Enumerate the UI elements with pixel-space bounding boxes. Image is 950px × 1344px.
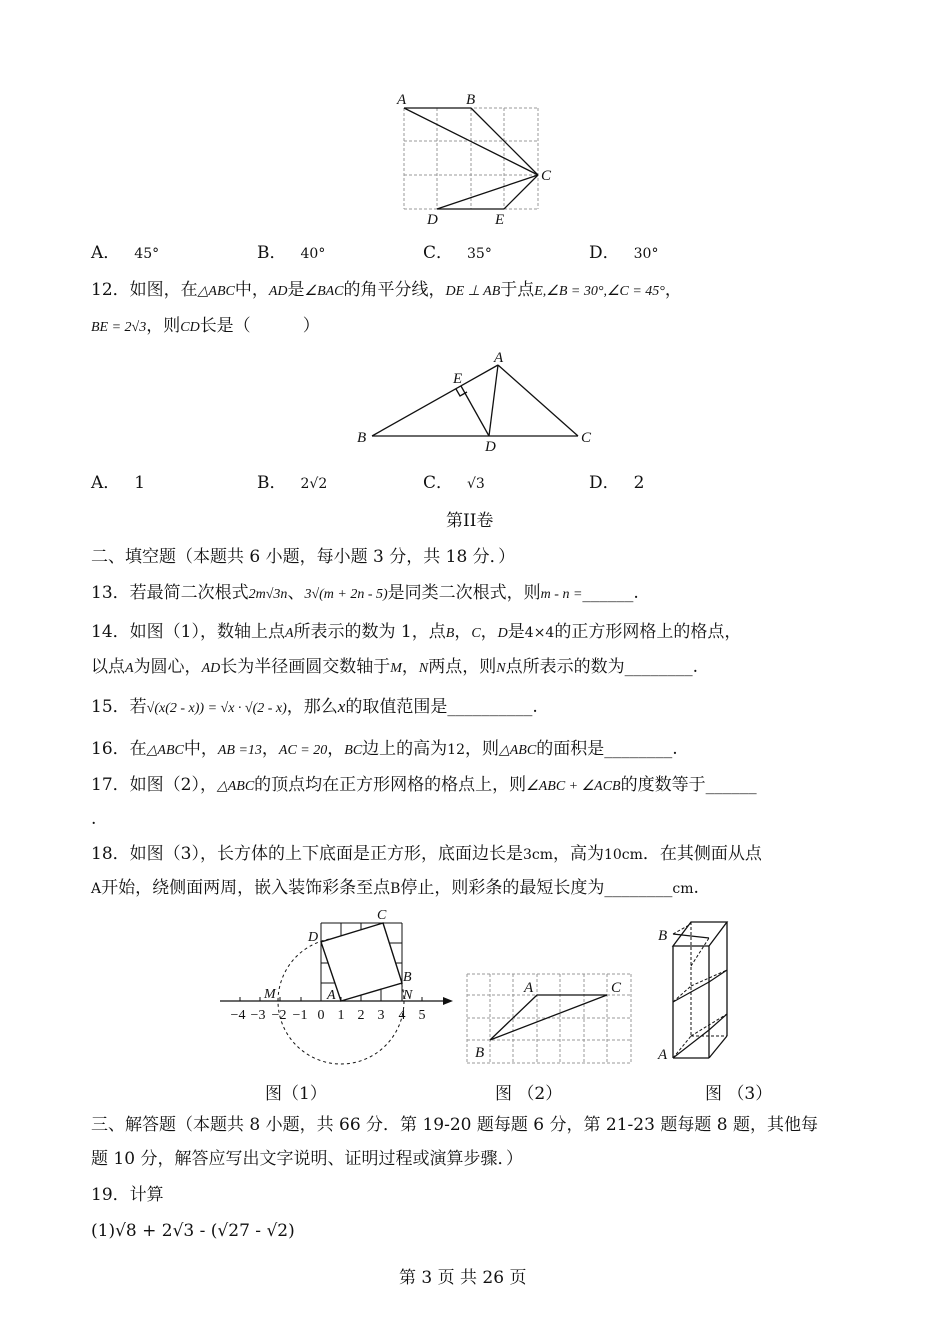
fig2-label-b: B [475,1045,485,1061]
q15-answer-blank[interactable]: __________ [447,697,533,717]
q16-text: 16．在△ABC中，AB =13，AC = 20，BC边上的高为12，则△ABC的面积是________. [91,739,678,759]
tick-label: 5 [418,1008,426,1023]
q11-option-b[interactable]: B． 40° [257,243,326,263]
figure-3 [655,910,755,1070]
number-line-arrow [443,997,453,1005]
q17-answer-blank[interactable]: ______ [705,775,757,795]
tick-label: −2 [271,1008,287,1023]
q12-label-e: E [453,371,463,387]
q12-label-a: A [494,350,504,366]
q11-option-a[interactable]: A． 45° [91,243,160,263]
fig3-label-b: B [658,928,668,944]
fig1-label-c: C [377,908,387,923]
q15-text: 15．若√(x(2 - x)) = √x · √(2 - x)，那么x的取值范围是__________. [91,697,538,717]
q19-title: 19．计算 [91,1185,164,1205]
q12-figure [350,345,600,455]
fig1-label-d: D [308,930,319,945]
fig2-label-a: A [524,980,534,996]
q12-line2: BE = 2√3，则CD长是（ ） [91,316,320,336]
q12-option-c[interactable]: C． √3 [423,473,485,493]
q12-label-c: C [581,430,592,446]
q17-period: . [91,809,97,829]
q19-part1: (1)√8 + 2√3 - (√27 - √2) [91,1221,295,1241]
page-footer: 第 3 页 共 26 页 [399,1268,527,1288]
tick-label: −3 [250,1008,266,1023]
q14-line2: 以点A为圆心，AD长为半径画圆交数轴于M，N两点，则N点所表示的数为________. [91,657,698,677]
q14-line1: 14．如图（1），数轴上点A所表示的数为 1，点B，C，D是4×4的正方形网格上的格点， [91,622,742,642]
answer-header-line2: 题 10 分，解答应写出文字说明、证明过程或演算步骤．） [91,1149,523,1169]
segment-ac [498,365,578,436]
fig1-label-b: B [403,970,412,985]
q12-option-a[interactable]: A． 1 [91,473,146,493]
figure-2-caption: 图 （2） [495,1084,563,1104]
q11-figure [395,90,555,230]
q11-option-c[interactable]: C． 35° [423,243,492,263]
fig1-label-n: N [403,988,413,1003]
fig3-label-a: A [658,1047,668,1063]
tick-label: 0 [317,1008,325,1023]
q11-label-e: E [495,212,505,228]
q16-answer-blank[interactable]: ________ [604,739,673,759]
q11-label-b: B [466,92,476,108]
q14-answer-blank[interactable]: ________ [624,657,693,677]
figure-2 [465,970,635,1070]
q11-label-a: A [397,92,407,108]
fig2-grid [467,974,631,1063]
q11-option-d[interactable]: D． 30° [589,243,659,263]
tick-label: 1 [337,1008,345,1023]
q11-grid [404,108,538,209]
figure-1 [215,905,465,1065]
q12-option-b[interactable]: B． 2√2 [257,473,328,493]
tick-label: −1 [292,1008,308,1023]
q11-label-c: C [541,168,552,184]
q13-answer-blank[interactable]: ______ [582,583,634,603]
fig3-ribbon-hidden [673,924,727,1036]
segment-ad [489,365,498,436]
q12-label-b: B [357,430,367,446]
q18-answer-blank[interactable]: ________ [604,878,673,898]
figure-3-caption: 图 （3） [705,1084,773,1104]
fig2-label-c: C [611,980,622,996]
tick-label: 4 [398,1008,406,1023]
tick-label: 3 [377,1008,385,1023]
fig1-label-m: M [264,987,276,1002]
figure-1-caption: 图（1） [265,1084,327,1104]
q12-label-d: D [485,439,496,455]
q11-label-d: D [427,212,438,228]
q18-line1: 18．如图（3），长方体的上下底面是正方形，底面边长是3cm，高为10cm．在其侧面从点 [91,844,762,864]
segment-dc [437,175,538,209]
q13-text: 13．若最简二次根式2m√3n、3√(m + 2n - 5)是同类二次根式，则m - n =______. [91,583,639,603]
fig1-label-a: A [327,988,336,1003]
q17-text: 17．如图（2），△ABC的顶点均在正方形网格的格点上，则∠ABC + ∠ACB的度数等于______ [91,775,757,795]
q12-line1: 12．如图，在△ABC中，AD是∠BAC的角平分线，DE ⊥ AB于点E,∠B = 30°,∠C = 45°， [91,280,682,300]
q18-line2: A开始，绕侧面两周，嵌入装饰彩条至点B停止，则彩条的最短长度为________cm. [91,878,699,898]
segment-ba [372,365,498,436]
q12-option-d[interactable]: D． 2 [589,473,645,493]
section-title: 第II卷 [446,511,494,531]
fill-in-header: 二、填空题（本题共 6 小题，每小题 3 分，共 18 分．） [91,547,516,567]
tick-label: 2 [357,1008,365,1023]
answer-header-line1: 三、解答题（本题共 8 小题，共 66 分．第 19-20 题每题 6 分，第 21-23 题每题 8 题，其他每 [91,1115,818,1135]
tick-label: −4 [230,1008,246,1023]
